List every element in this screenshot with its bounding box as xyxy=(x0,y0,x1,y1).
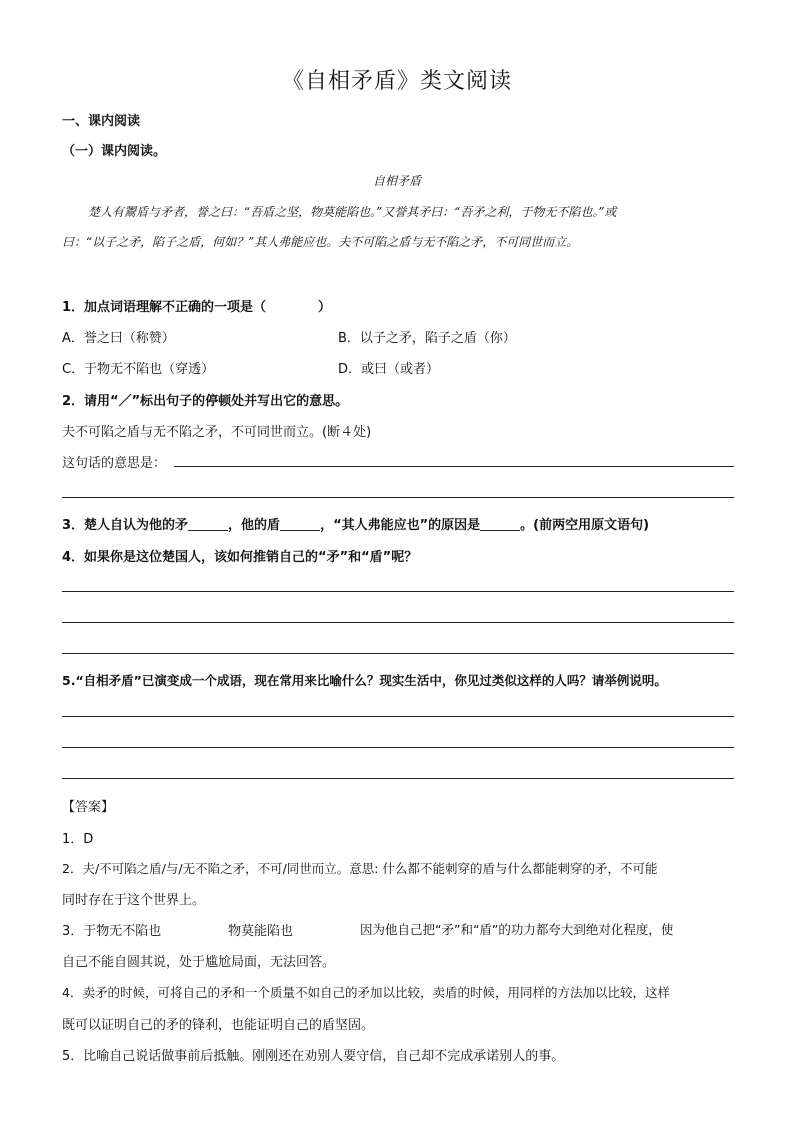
subsection-heading: （一）课内阅读。 xyxy=(62,144,167,159)
question-1: 1．加点词语理解不正确的一项是（ ） xyxy=(62,300,332,315)
question-3-part-3: ，“其人弗能应也”的原因是 xyxy=(320,518,481,533)
section-heading: 一、课内阅读 xyxy=(62,114,141,129)
page-title: 《自相矛盾》类文阅读 xyxy=(281,69,512,94)
answer-line[interactable] xyxy=(62,622,734,623)
question-3-part-2: ，他的盾 xyxy=(228,518,281,533)
question-5: 5.“自相矛盾”已演变成一个成语，现在常用来比喻什么？现实生活中，你见过类似这样的人吗？请举例说明。 xyxy=(62,673,667,688)
answer-line[interactable] xyxy=(174,466,734,467)
question-2: 2．请用“／”标出句子的停顿处并写出它的意思。 xyxy=(62,394,349,409)
answer-3-part-3: 因为他自己把“矛”和“盾”的功力都夸大到绝对化程度，使 xyxy=(360,922,674,937)
answer-4-line-1: 4．卖矛的时候，可将自己的矛和一个质量不如自己的矛加以比较，卖盾的时候，用同样的方法加以比较，这样 xyxy=(62,985,670,1000)
answer-line[interactable] xyxy=(62,497,734,498)
answers-label: 【答案】 xyxy=(62,800,115,815)
answer-line[interactable] xyxy=(62,778,734,779)
passage-heading: 自相矛盾 xyxy=(372,174,421,188)
answer-line[interactable] xyxy=(62,653,734,654)
blank-field[interactable] xyxy=(188,518,228,531)
blank-field[interactable] xyxy=(280,518,320,531)
option-a: A．誉之曰（称赞） xyxy=(62,331,175,346)
passage-line-1: 楚人有鬻盾与矛者，誉之曰：“吾盾之坚，物莫能陷也。”又誉其矛曰：“吾矛之利，于物无不陷也。”或 xyxy=(88,205,617,219)
blank-field[interactable] xyxy=(480,518,520,531)
question-3-part-4: 。(前两空用原文语句) xyxy=(520,518,650,533)
question-2-sentence: 夫不可陷之盾与无不陷之矛，不可同世而立。(断４处) xyxy=(62,425,372,440)
option-b: B．以子之矛，陷子之盾（你） xyxy=(338,331,516,346)
option-c: C．于物无不陷也（穿透） xyxy=(62,362,215,377)
answer-5: 5．比喻自己说话做事前后抵触。刚刚还在劝别人要守信，自己却不完成承诺别人的事。 xyxy=(62,1049,565,1064)
answer-2-line-2: 同时存在于这个世界上。 xyxy=(62,893,206,908)
answer-line[interactable] xyxy=(62,591,734,592)
answer-4-line-2: 既可以证明自己的矛的锋利，也能证明自己的盾坚固。 xyxy=(62,1018,375,1033)
answer-1: 1．D xyxy=(62,832,94,847)
answer-3-part-2: 物莫能陷也 xyxy=(228,924,294,939)
answer-line[interactable] xyxy=(62,716,734,717)
question-4: 4．如果你是这位楚国人，该如何推销自己的“矛”和“盾”呢？ xyxy=(62,550,418,565)
question-2-meaning-label: 这句话的意思是： xyxy=(62,456,167,471)
answer-line[interactable] xyxy=(62,747,734,748)
question-3 xyxy=(62,514,649,533)
passage-line-2: 曰：“以子之矛，陷子之盾，何如？”其人弗能应也。夫不可陷之盾与无不陷之矛，不可同世而立。 xyxy=(62,235,579,249)
option-d: D．或曰（或者） xyxy=(338,362,440,377)
answer-3-line-2: 自己不能自圆其说，处于尴尬局面，无法回答。 xyxy=(62,955,336,970)
answer-2-line-1: 2．夫/不可陷之盾/与/无不陷之矛，不可/同世而立。意思: 什么都不能刺穿的盾与什么都能刺穿的矛，不可能 xyxy=(62,861,658,876)
answer-3-part-1: 3．于物无不陷也 xyxy=(62,924,162,939)
question-3-part-1: 3．楚人自认为他的矛 xyxy=(62,518,189,533)
